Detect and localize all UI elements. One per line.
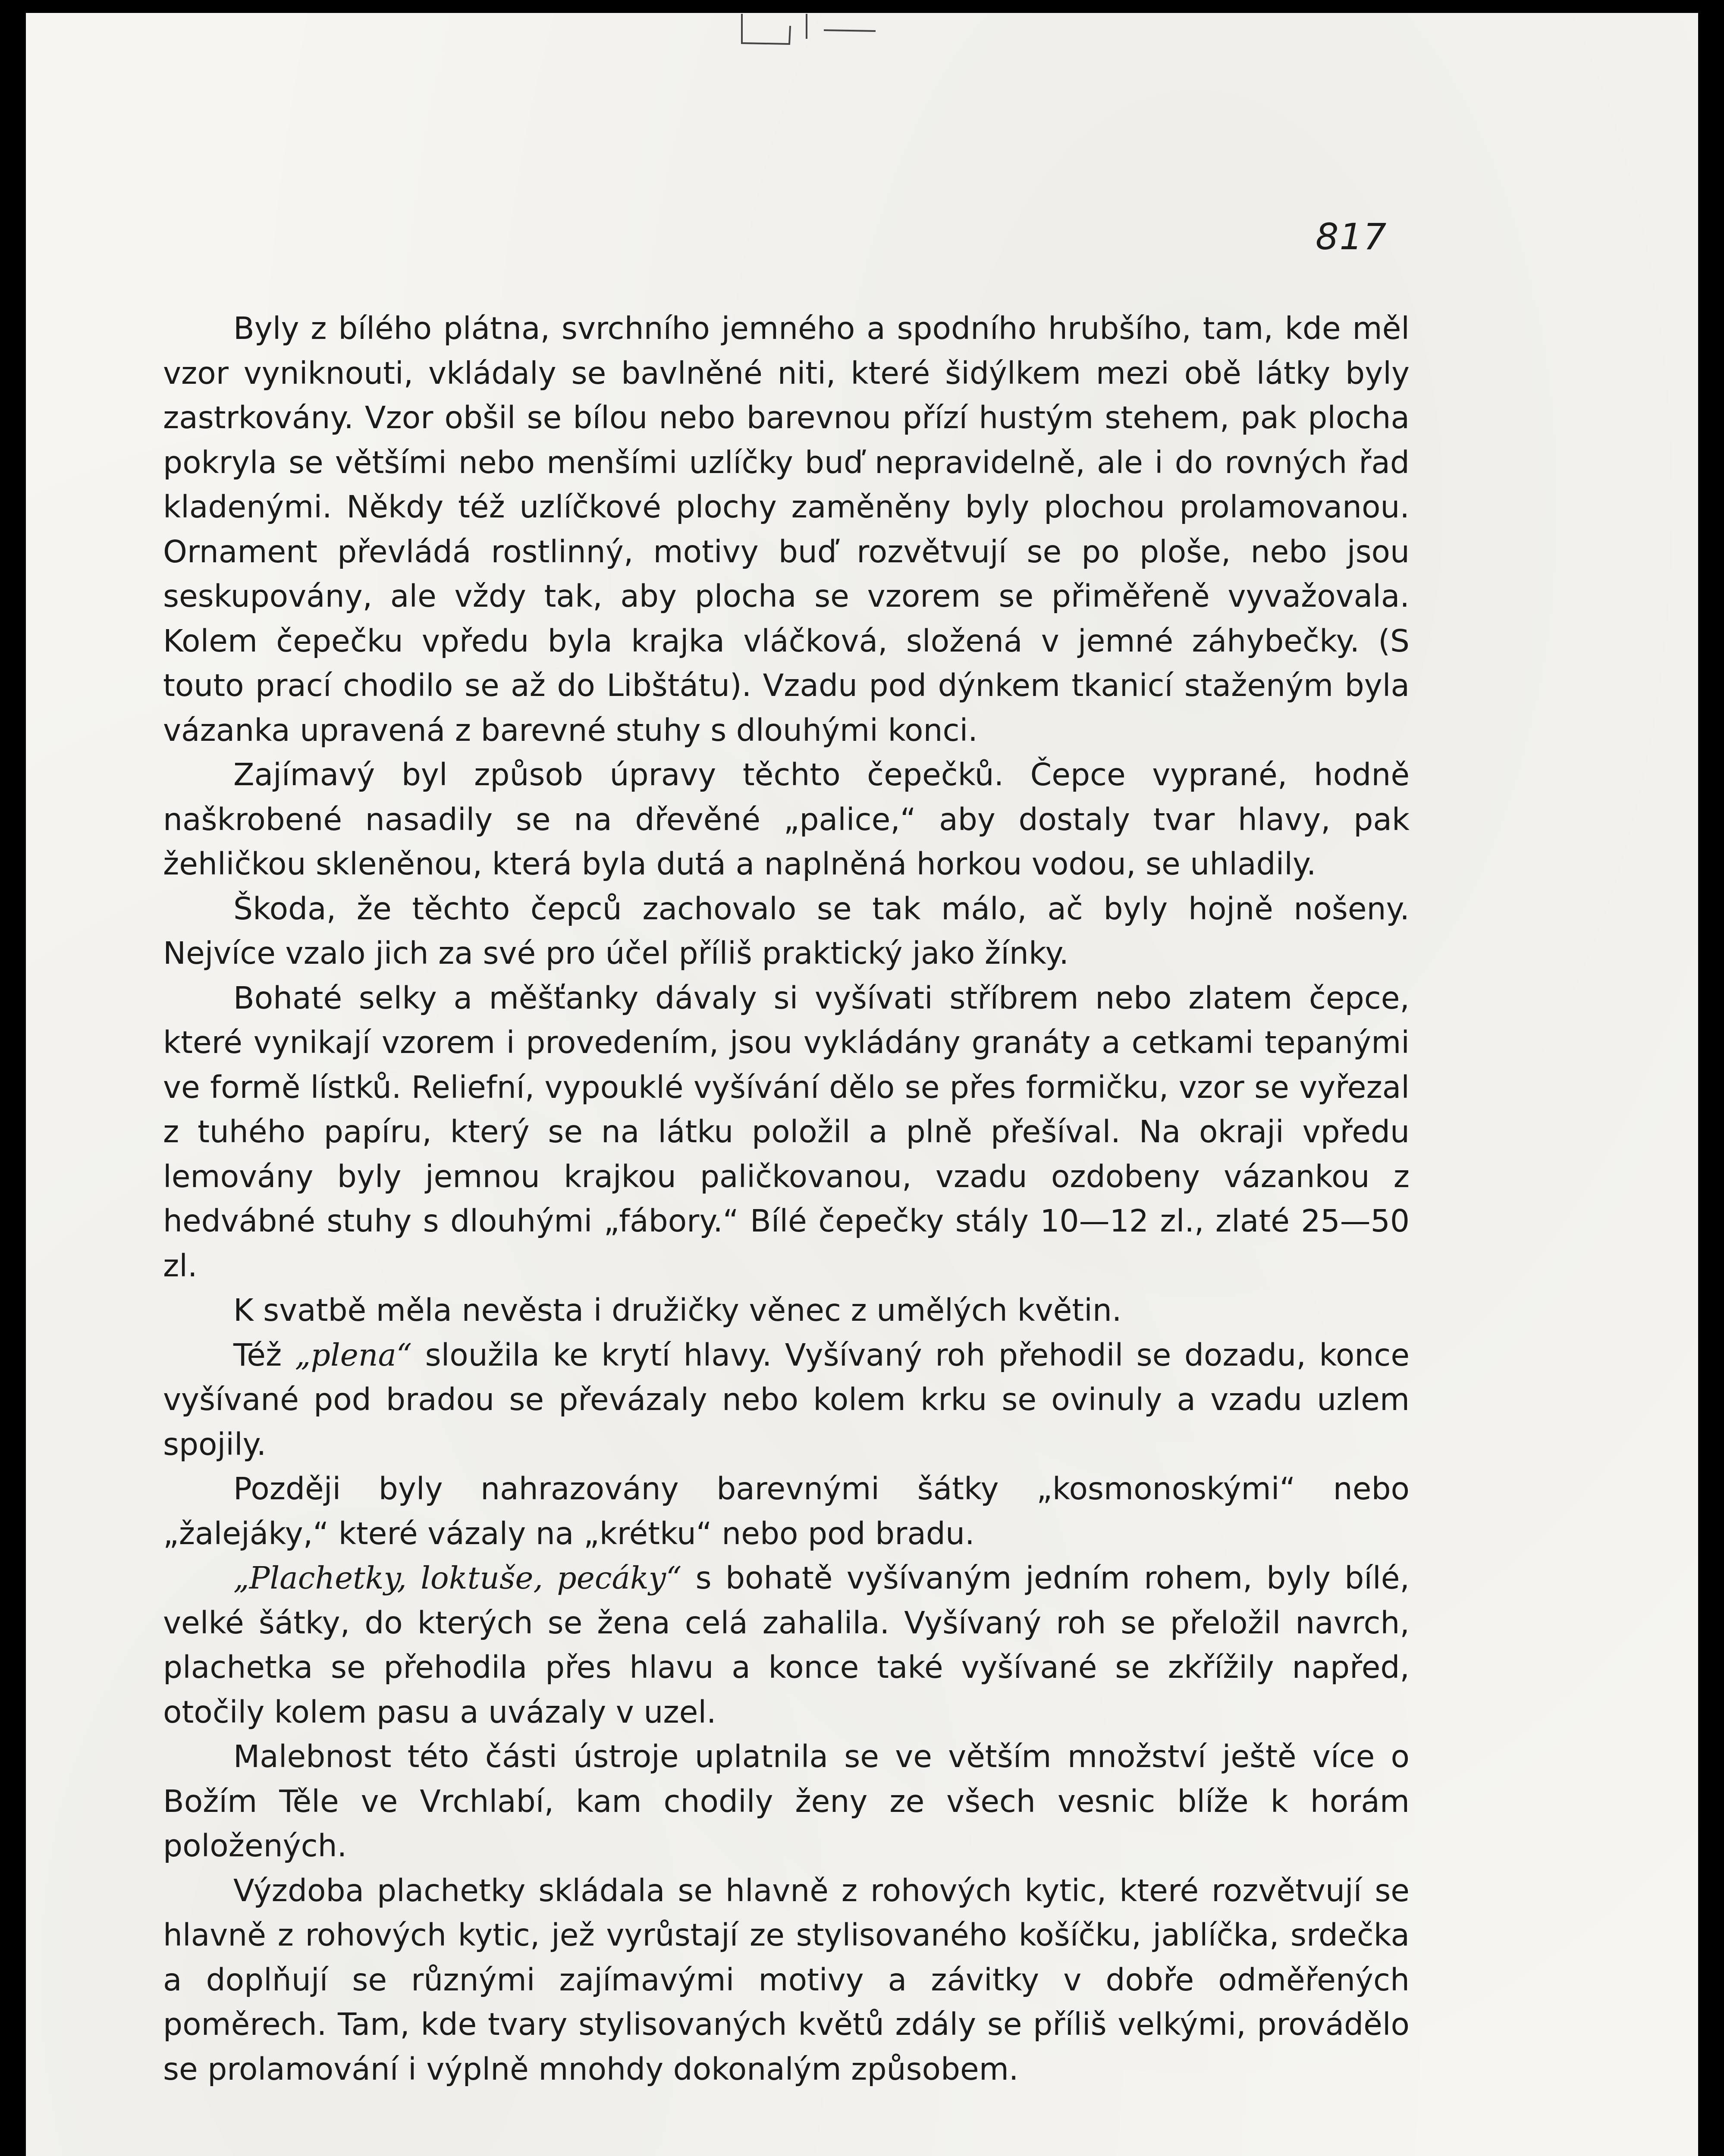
top-edge-mark <box>738 13 880 47</box>
paragraph-8-text: s bohatě vyšívaným jedním rohem, byly bílé, velké šátky, do kterých se žena celá zahalila. Vyšívaný roh se přeložil navrch, plachetka se přehodila přes hlavu a konce také vyšívané se zkřížily napřed, otočily kolem pasu a uvázaly v uzel. <box>163 1560 1410 1730</box>
document-page <box>26 13 1698 2156</box>
paragraph-6-text: sloužila ke krytí hlavy. Vyšívaný roh přehodil se dozadu, konce vyšívané pod bradou se převázaly nebo kolem krku se ovinuly a vzadu uzlem spojily. <box>163 1337 1410 1462</box>
paragraph-10: Výzdoba plachetky skládala se hlavně z rohových kytic, které rozvětvují se hlavně z rohových kytic, jež vyrůstají ze stylisovaného košíčku, jablíčka, srdečka a doplňují se různými zajímavými motivy a závitky v dobře odměřených poměrech. Tam, kde tvary stylisovaných květů zdály se příliš velkými, provádělo se prolamování i výplně mnohdy dokonalým způsobem. <box>163 1872 1410 2087</box>
paragraph-1: Byly z bílého plátna, svrchního jemného a spodního hrubšího, tam, kde měl vzor vyniknouti, vkládaly se bavlněné niti, které šidýlkem mezi obě látky byly zastrkovány. Vzor obšil se bílou nebo barevnou přízí hustým stehem, pak plocha pokryla se většími nebo menšími uzlíčky buď nepravidelně, ale i do rovných řad kladenými. Někdy též uzlíčkové plochy zaměněny byly plochou prolamovanou. Ornament převládá rostlinný, motivy buď rozvětvují se po ploše, nebo jsou seskupovány, ale vždy tak, aby plocha se vzorem se přiměřeně vyvažovala. Kolem čepečku vpředu byla krajka vláčková, složená v jemné záhybečky. (S touto prací chodilo se až do Libštátu). Vzadu pod dýnkem tkanicí staženým byla vázanka upravená z barevné stuhy s dlouhými konci. <box>163 310 1410 748</box>
paragraph-5: K svatbě měla nevěsta i družičky věnec z umělých květin. <box>233 1292 1122 1328</box>
paragraph-6-lead: Též <box>233 1337 295 1373</box>
term-plena: „plena“ <box>295 1337 412 1373</box>
paragraph-7: Později byly nahrazovány barevnými šátky „kosmonoskými“ nebo „žalejáky,“ které vázaly na „krétku“ nebo pod bradu. <box>163 1471 1410 1551</box>
paragraph-3: Škoda, že těchto čepců zachovalo se tak málo, ač byly hojně nošeny. Nejvíce vzalo jich za své pro účel příliš praktický jako žínky. <box>163 890 1410 971</box>
term-plachetky: „Plachetky, loktuše, pecáky“ <box>233 1560 682 1596</box>
paragraph-6 <box>163 1333 1410 1467</box>
body-text <box>163 306 1410 2091</box>
page-number: 817 <box>1316 216 1388 258</box>
paragraph-9: Malebnost této části ústroje uplatnila se ve větším množství ještě více o Božím Těle ve Vrchlabí, kam chodily ženy ze všech vesnic blíže k horám položených. <box>163 1739 1410 1864</box>
paragraph-2: Zajímavý byl způsob úpravy těchto čepečků. Čepce vyprané, hodně naškrobené nasadily se na dřevěné „palice,“ aby dostaly tvar hlavy, pak žehličkou skleněnou, která byla dutá a naplněná horkou vodou, se uhladily. <box>163 757 1410 882</box>
paragraph-4: Bohaté selky a měšťanky dávaly si vyšívati stříbrem nebo zlatem čepce, které vynikají vzorem i provedením, jsou vykládány granáty a cetkami tepanými ve formě lístků. Reliefní, vypouklé vyšívání dělo se přes formičku, vzor se vyřezal z tuhého papíru, který se na látku položil a plně přešíval. Na okraji vpředu lemovány byly jemnou krajkou paličkovanou, vzadu ozdobeny vázankou z hedvábné stuhy s dlouhými „fábory.“ Bílé čepečky stály 10—12 zl., zlaté 25—50 zl. <box>163 980 1410 1284</box>
paragraph-8 <box>163 1556 1410 1734</box>
